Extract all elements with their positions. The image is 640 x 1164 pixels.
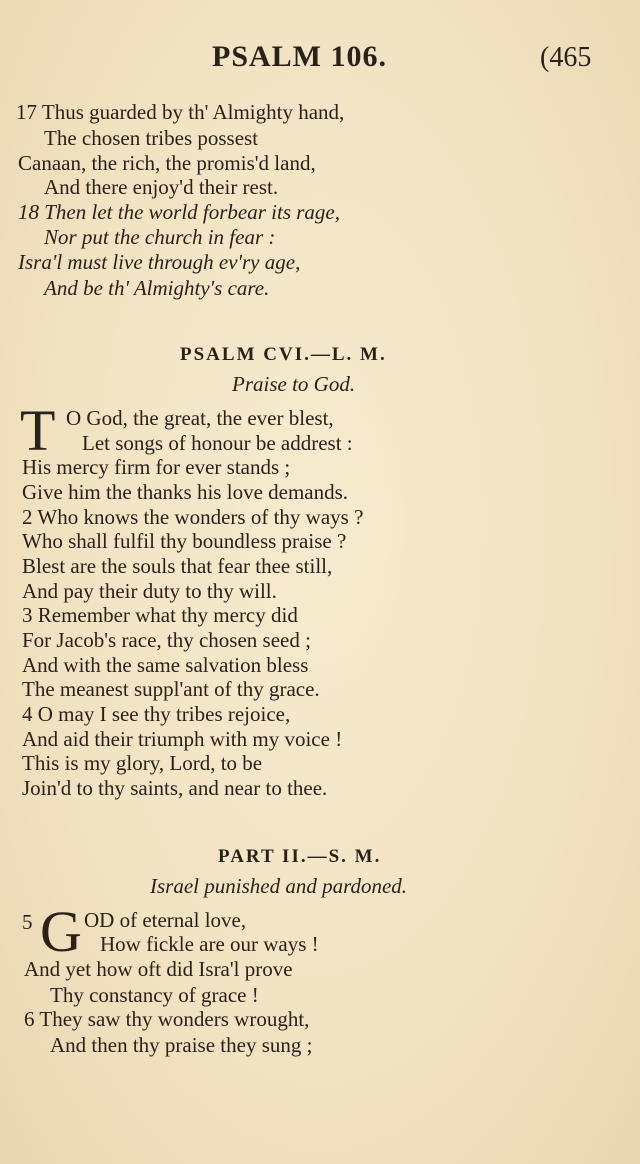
verse-line: Blest are the souls that fear thee still, [22,554,333,578]
verse-line: Thy constancy of grace ! [50,983,259,1007]
verse-line: Who shall fulfil thy boundless praise ? [22,529,347,553]
verse-line: Let songs of honour be addrest : [82,431,353,455]
verse-line: And aid their triumph with my voice ! [22,727,343,751]
page-number: (465 [540,42,592,73]
verse-line: This is my glory, Lord, to be [22,751,263,775]
verse-line: 18 Then let the world forbear its rage, [18,200,340,224]
verse-line: The chosen tribes possest [44,126,259,150]
verse-line: And then thy praise they sung ; [50,1033,313,1057]
verse-line: 2 Who knows the wonders of thy ways ? [22,505,364,529]
verse-line: And be th' Almighty's care. [44,276,270,300]
verse-line: 6 They saw thy wonders wrought, [24,1007,310,1031]
verse-line: And yet how oft did Isra'l prove [24,957,293,981]
page-header [0,40,640,80]
verse-line: OD of eternal love, [84,908,247,932]
running-title: PSALM 106. [212,40,387,73]
verse-line: How fickle are our ways ! [100,932,319,956]
section-subheading: Israel punished and pardoned. [150,874,408,898]
verse-line: Join'd to thy saints, and near to thee. [22,776,328,800]
verse-line: Isra'l must live through ev'ry age, [18,250,301,274]
section-subheading: Praise to God. [232,372,356,396]
verse-number: 5 [22,910,33,934]
drop-cap: T [20,398,56,463]
verse-line: And with the same salvation bless [22,653,309,677]
verse-line: His mercy firm for ever stands ; [22,455,291,479]
section-heading: PART II.—S. M. [218,846,382,867]
verse-line: Canaan, the rich, the promis'd land, [18,151,316,175]
drop-cap: G [40,899,82,964]
verse-line: For Jacob's race, thy chosen seed ; [22,628,311,652]
verse-line: O God, the great, the ever blest, [66,406,334,430]
verse-line: 4 O may I see thy tribes rejoice, [22,702,291,726]
section-heading: PSALM CVI.—L. M. [180,344,387,365]
verse-line: 17 Thus guarded by th' Almighty hand, [16,100,345,124]
verse-line: 3 Remember what thy mercy did [22,603,298,627]
verse-line: Nor put the church in fear : [44,225,276,249]
verse-line: And there enjoy'd their rest. [44,175,279,199]
verse-line: And pay their duty to thy will. [22,579,277,603]
verse-line: The meanest suppl'ant of thy grace. [22,677,320,701]
verse-line: Give him the thanks his love demands. [22,480,349,504]
